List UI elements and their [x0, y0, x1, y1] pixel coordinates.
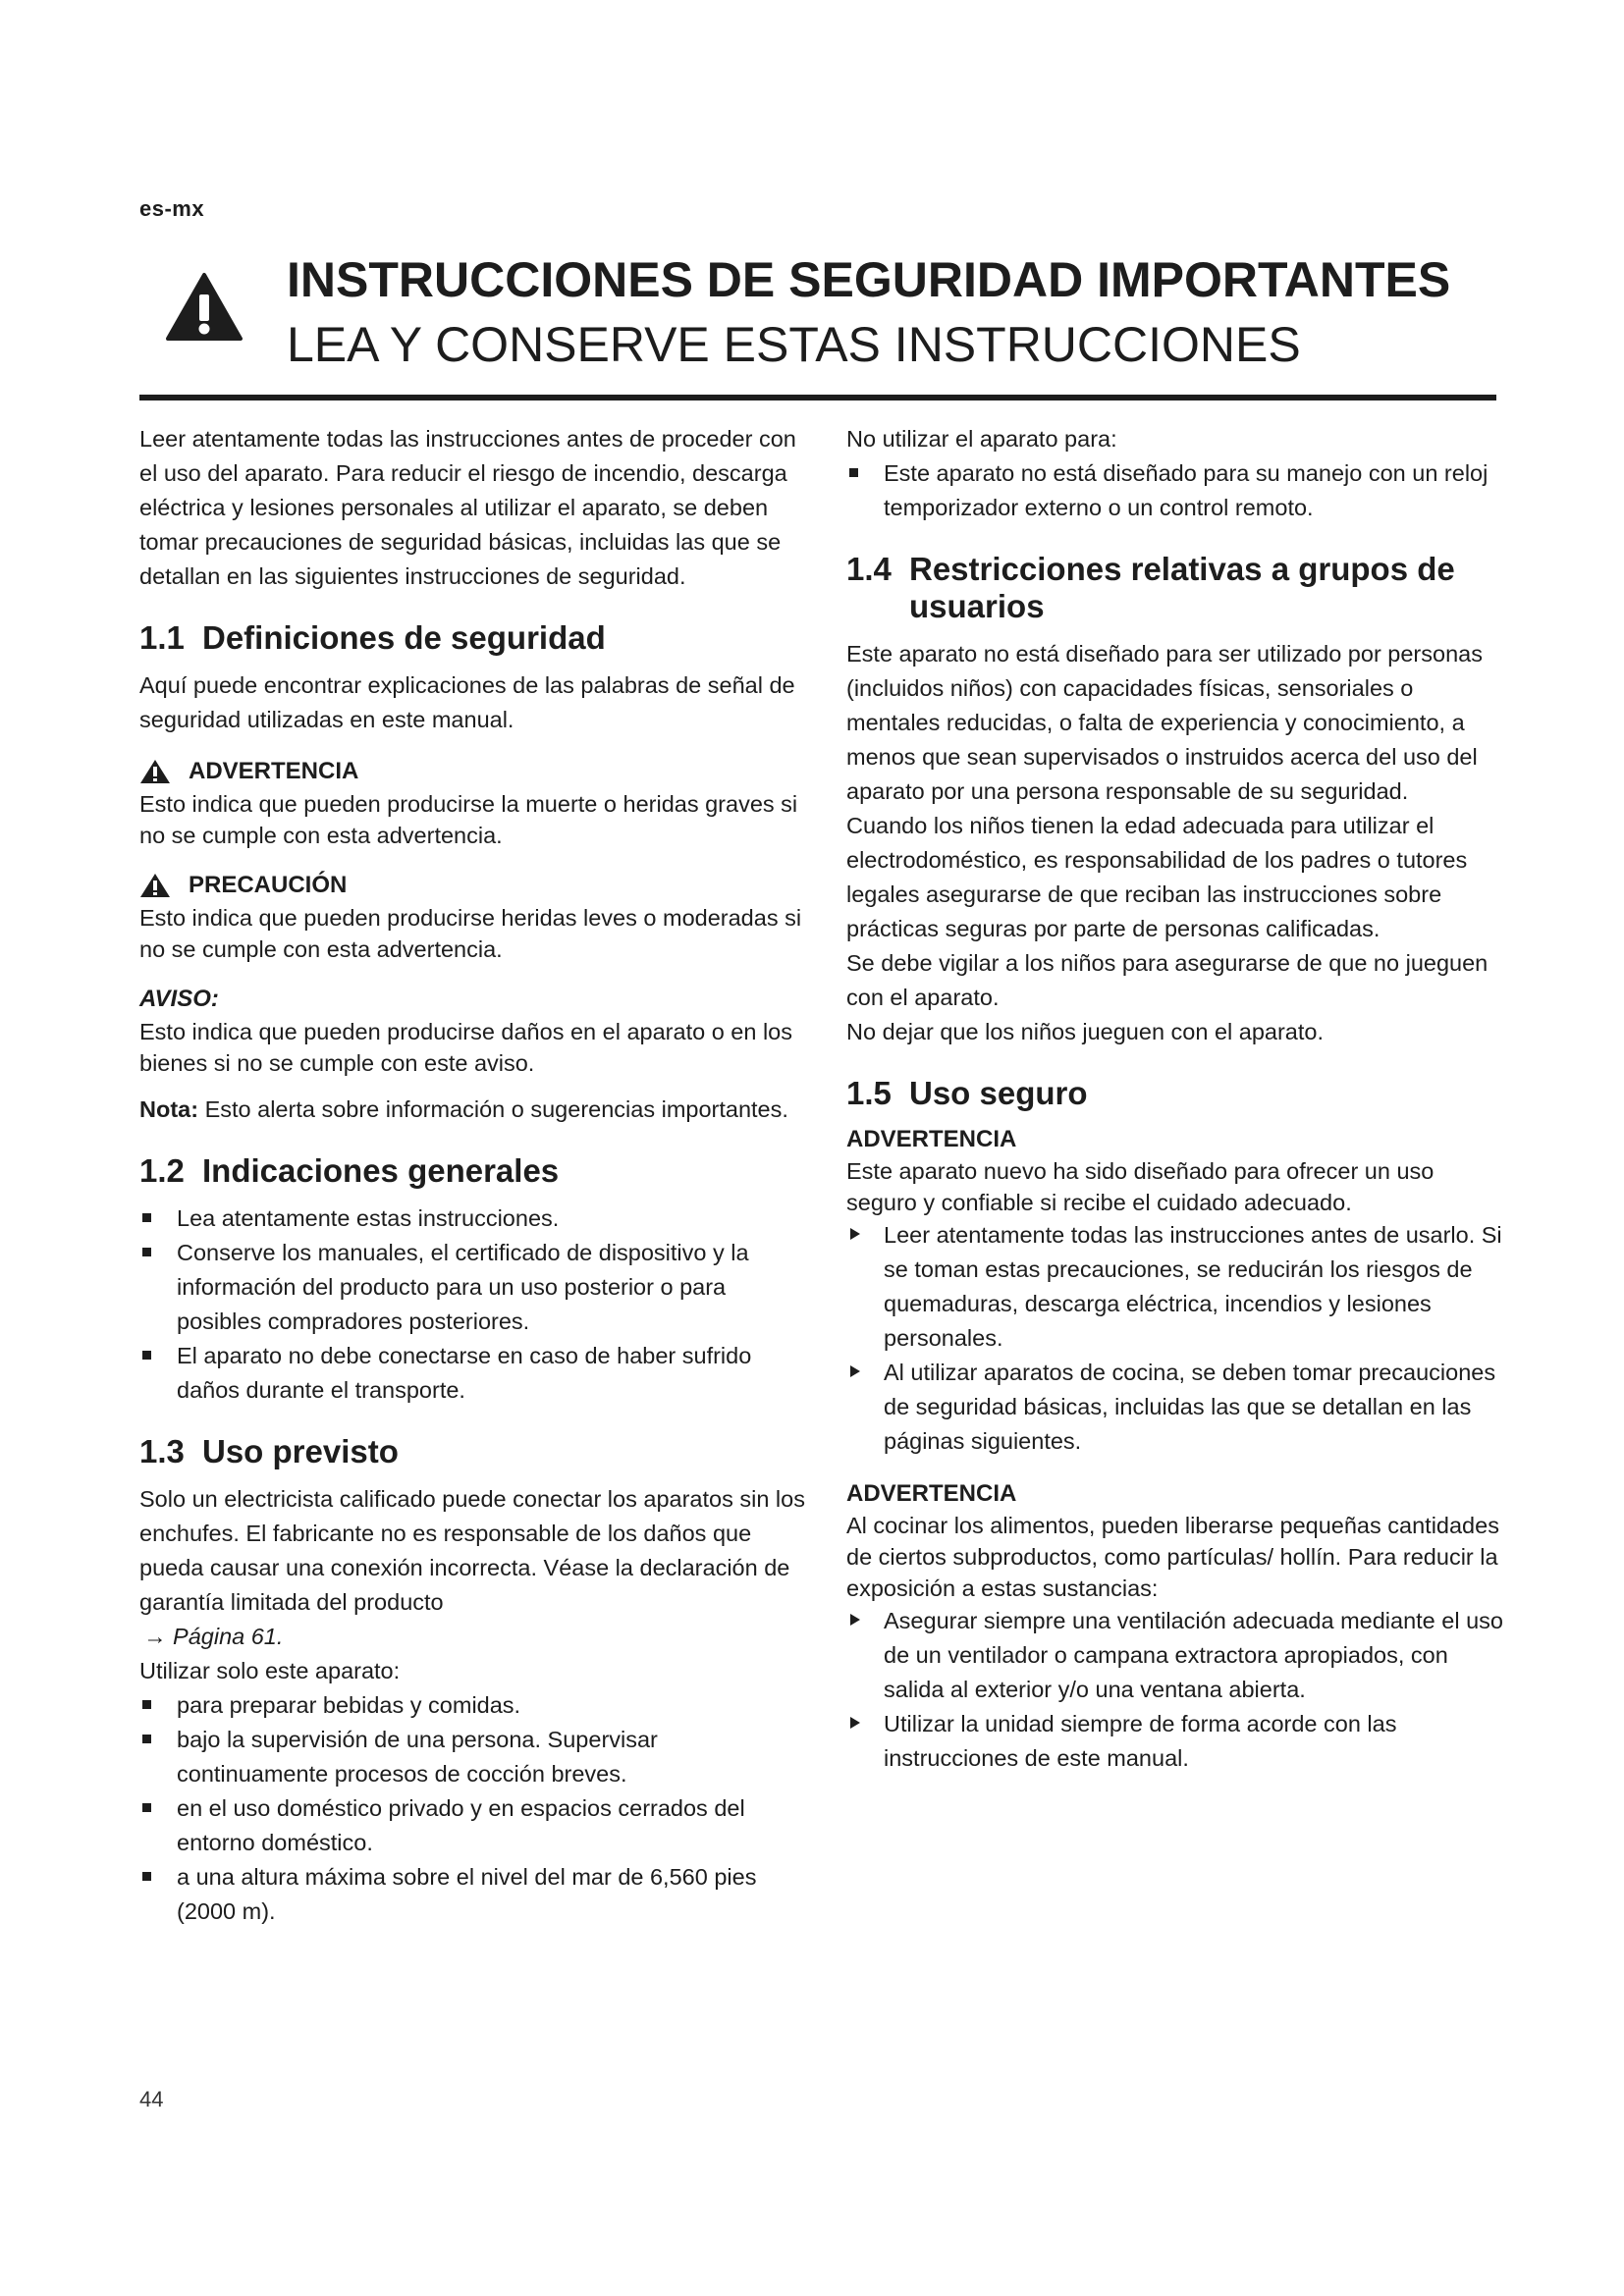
- page-number: 44: [139, 2087, 164, 2111]
- section-1-1-heading: [139, 619, 807, 657]
- section-title: Definiciones de seguridad: [202, 619, 606, 656]
- section-number: 1.2: [139, 1152, 185, 1189]
- page-subtitle: LEA Y CONSERVE ESTAS INSTRUCCIONES: [287, 317, 1301, 372]
- no-use-list: [846, 456, 1504, 525]
- warning-triangle-icon: [139, 758, 171, 785]
- page-title: INSTRUCCIONES DE SEGURIDAD IMPORTANTES: [287, 252, 1451, 307]
- page-reference-link[interactable]: [143, 1620, 807, 1654]
- right-column: [846, 422, 1504, 1776]
- intro-paragraph: Leer atentamente todas las instrucciones antes de proceder con el uso del aparato. Para reducir el riesgo de incendio, descarga eléctrica y lesiones personales al utilizar el aparato, se deben tomar precauciones de seguridad básicas, incluidas las que se detallan en las siguientes instrucciones de seguridad.: [139, 426, 796, 589]
- list-item: a una altura máxima sobre el nivel del mar de 6,560 pies (2000 m).: [139, 1860, 807, 1929]
- advertencia-text: Al cocinar los alimentos, pueden liberarse pequeñas cantidades de ciertos subproductos, como partículas/ hollín. Para reducir la exposición a estas sustancias:: [846, 1513, 1499, 1601]
- warning-triangle-icon: [139, 872, 171, 899]
- general-indications-list: [139, 1201, 807, 1408]
- section-number: 1.3: [139, 1433, 185, 1469]
- exposure-list: [846, 1604, 1504, 1776]
- section-title: Restricciones relativas a grupos de usuarios: [909, 551, 1455, 624]
- section-number: 1.1: [139, 619, 185, 656]
- intended-use-text: Solo un electricista calificado puede conectar los aparatos sin los enchufes. El fabricante no es responsable de los daños que pueda causar una conexión incorrecta. Véase la declaración de garantía limitada del producto: [139, 1486, 805, 1615]
- user-restrictions-p2: Cuando los niños tienen la edad adecuada para utilizar el electrodoméstico, es responsabilidad de los padres o tutores legales asegurarse de que reciban las instrucciones sobre prácticas seguras por parte de personas calificadas.: [846, 813, 1468, 941]
- section-title: Uso previsto: [202, 1433, 399, 1469]
- advertencia-block: [139, 755, 807, 851]
- aviso-text: Esto indica que pueden producirse daños en el aparato o en los bienes si no se cumple con este aviso.: [139, 1019, 792, 1076]
- precaucion-text: Esto indica que pueden producirse heridas leves o moderadas si no se cumple con esta advertencia.: [139, 905, 802, 962]
- aviso-block: [139, 983, 807, 1079]
- page-reference-text: Página 61.: [173, 1624, 284, 1649]
- user-restrictions-p1: Este aparato no está diseñado para ser utilizado por personas (incluidos niños) con capacidades físicas, sensoriales o mentales reducidas, o falta de experiencia y conocimiento, a menos que sean supervisados o instruidos acerca del uso del aparato por una persona responsable de su seguridad.: [846, 641, 1483, 804]
- nota-label: Nota:: [139, 1096, 199, 1122]
- section-1-5-heading: [846, 1075, 1504, 1112]
- advertencia-label: ADVERTENCIA: [846, 1126, 1017, 1152]
- list-item: Utilizar la unidad siempre de forma acorde con las instrucciones de este manual.: [846, 1707, 1504, 1776]
- section-number: 1.5: [846, 1075, 892, 1111]
- list-item: Asegurar siempre una ventilación adecuada mediante el uso de un ventilador o campana extractora apropiados, con salida al exterior y/o una ventana abierta.: [846, 1604, 1504, 1707]
- arrow-right-icon: →: [143, 1624, 167, 1649]
- warning-triangle-icon: [165, 271, 244, 342]
- precaucion-label: PRECAUCIÓN: [189, 872, 348, 898]
- section-1-4-heading: [846, 551, 1504, 625]
- safe-use-list: [846, 1218, 1504, 1459]
- list-item: Leer atentamente todas las instrucciones antes de usarlo. Si se toman estas precauciones, se reducirán los riesgos de quemaduras, descarga eléctrica, incendios y lesiones personales.: [846, 1218, 1504, 1356]
- user-restrictions-p3: Se debe vigilar a los niños para asegurarse de que no jueguen con el aparato.: [846, 950, 1489, 1010]
- section-1-2-heading: [139, 1152, 807, 1190]
- advertencia-text: Esto indica que pueden producirse la muerte o heridas graves si no se cumple con esta advertencia.: [139, 791, 798, 848]
- list-item: El aparato no debe conectarse en caso de haber sufrido daños durante el transporte.: [139, 1339, 807, 1408]
- section-number: 1.4: [846, 551, 892, 587]
- section-1-3-heading: [139, 1433, 807, 1470]
- list-item: para preparar bebidas y comidas.: [139, 1688, 807, 1723]
- user-restrictions-p4: No dejar que los niños jueguen con el aparato.: [846, 1019, 1325, 1044]
- header-rule: [139, 395, 1496, 400]
- intended-use-list: [139, 1688, 807, 1929]
- section-title: Uso seguro: [909, 1075, 1088, 1111]
- section-title: Indicaciones generales: [202, 1152, 560, 1189]
- list-item: Al utilizar aparatos de cocina, se deben tomar precauciones de seguridad básicas, incluidas las que se detallan en las páginas siguientes.: [846, 1356, 1504, 1459]
- nota-text: Esto alerta sobre información o sugerencias importantes.: [204, 1096, 788, 1122]
- list-item: Conserve los manuales, el certificado de dispositivo y la información del producto para un uso posterior o para posibles compradores posteriores.: [139, 1236, 807, 1339]
- nota-paragraph: [139, 1093, 807, 1127]
- list-item: en el uso doméstico privado y en espacios cerrados del entorno doméstico.: [139, 1791, 807, 1860]
- advertencia-text: Este aparato nuevo ha sido diseñado para ofrecer un uso seguro y confiable si recibe el cuidado adecuado.: [846, 1158, 1435, 1215]
- aviso-label: AVISO:: [139, 986, 219, 1012]
- left-column: [139, 422, 807, 1929]
- list-item: bajo la supervisión de una persona. Supervisar continuamente procesos de cocción breves.: [139, 1723, 807, 1791]
- list-item: Este aparato no está diseñado para su manejo con un reloj temporizador externo o un control remoto.: [846, 456, 1504, 525]
- precaucion-block: [139, 869, 807, 965]
- language-code: es-mx: [139, 196, 205, 221]
- use-only-text: Utilizar solo este aparato:: [139, 1658, 401, 1683]
- definitions-text: Aquí puede encontrar explicaciones de las palabras de señal de seguridad utilizadas en este manual.: [139, 672, 795, 732]
- no-use-text: No utilizar el aparato para:: [846, 426, 1117, 452]
- advertencia-label: ADVERTENCIA: [189, 758, 359, 784]
- list-item: Lea atentamente estas instrucciones.: [139, 1201, 807, 1236]
- advertencia-label: ADVERTENCIA: [846, 1480, 1017, 1507]
